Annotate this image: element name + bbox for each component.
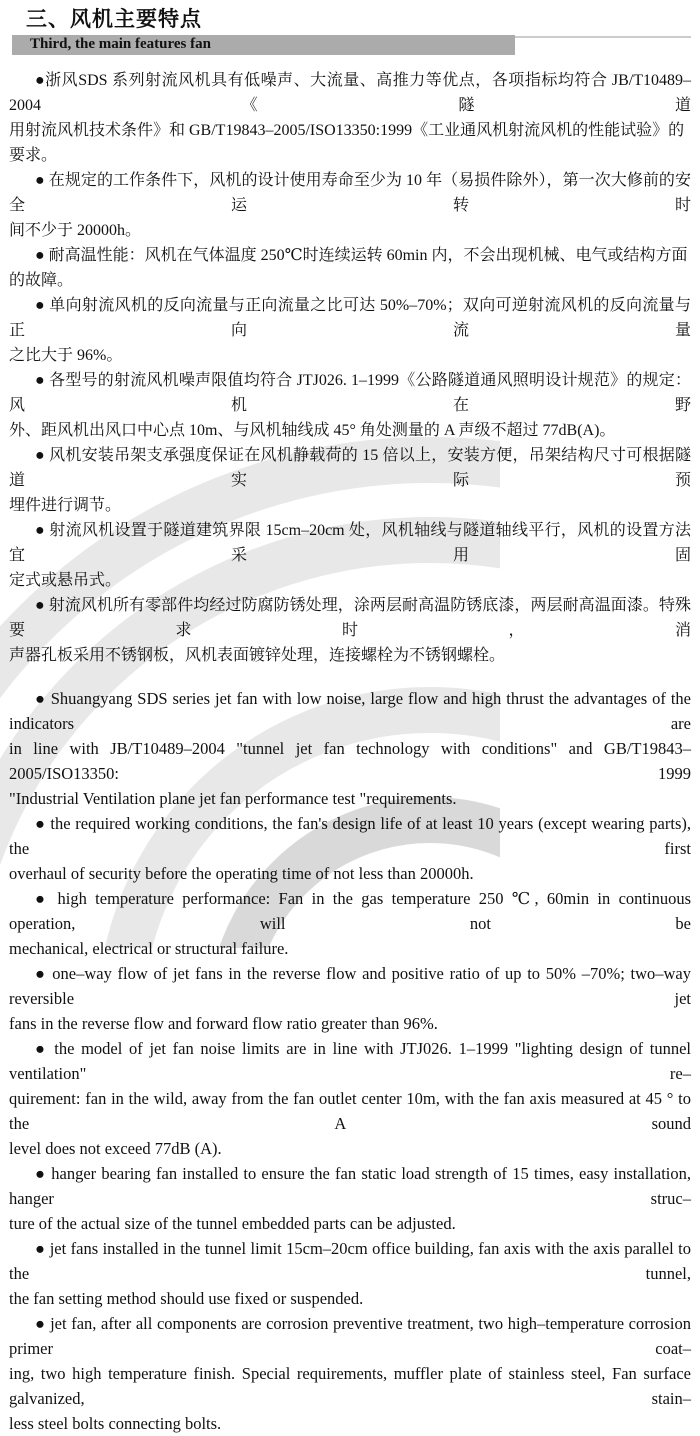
header-rule — [515, 36, 691, 38]
feature-line: 定式或悬吊式。 — [9, 572, 122, 589]
feature-line: ● 单向射流风机的反向流量与正向流量之比可达 50%–70%；双向可逆射流风机的反向流量与正向流量 — [9, 297, 691, 339]
feature-line: quirement: fan in the wild, away from the fan outlet center 10m, with the fan axis measured at 45 ° to the A sound — [9, 1089, 691, 1133]
feature-line: 间不少于 20000h。 — [9, 222, 142, 239]
feature-line: ● 射流风机设置于隧道建筑界限 15cm–20cm 处，风机轴线与隧道轴线平行，风机的设置方法宜采用固 — [9, 522, 691, 564]
english-features-list — [9, 686, 691, 1436]
feature-line: ing, two high temperature finish. Special requirements, muffler plate of stainless steel, Fan surface galvanized, stain– — [9, 1364, 691, 1408]
feature-line: ● 耐高温性能：风机在气体温度 250℃时连续运转 60min 内，不会出现机械、电气或结构方面的故障。 — [9, 247, 688, 289]
feature-line: ● 在规定的工作条件下，风机的设计使用寿命至少为 10 年（易损件除外），第一次大修前的安全运转时 — [9, 172, 691, 214]
feature-line: ● 各型号的射流风机噪声限值均符合 JTJ026. 1–1999《公路隧道通风照明设计规范》的规定：风机在野 — [9, 372, 691, 414]
chinese-features-list — [9, 68, 691, 668]
feature-line: ● the model of jet fan noise limits are in line with JTJ026. 1–1999 "lighting design of tunnel ventilation" re– — [9, 1039, 691, 1083]
feature-line: ● 射流风机所有零部件均经过防腐防锈处理，涂两层耐高温防锈底漆，两层耐高温面漆。特殊要求时，消 — [9, 597, 691, 639]
feature-line: ● hanger bearing fan installed to ensure the fan static load strength of 15 times, easy installation, hanger struc– — [9, 1164, 691, 1208]
feature-line: ● the required working conditions, the fan's design life of at least 10 years (except wearing parts), the first — [9, 814, 691, 858]
feature-line: ● jet fan, after all components are corrosion preventive treatment, two high–temperature corrosion primer coat– — [9, 1314, 691, 1358]
feature-line: 埋件进行调节。 — [9, 497, 122, 514]
feature-line: overhaul of security before the operating time of not less than 20000h. — [9, 864, 474, 883]
feature-line: 之比大于 96%。 — [9, 347, 123, 364]
section-subtitle-bar — [12, 35, 515, 55]
feature-line: ●浙风SDS 系列射流风机具有低噪声、大流量、高推力等优点，各项指标均符合 JB/T10489–2004《隧道 — [9, 72, 691, 114]
feature-line: ● 风机安装吊架支承强度保证在风机静载荷的 15 倍以上，安装方便，吊架结构尺寸可根据隧道实际预 — [9, 447, 691, 489]
feature-line: mechanical, electrical or structural failure. — [9, 939, 289, 958]
feature-line: fans in the reverse flow and forward flow ratio greater than 96%. — [9, 1014, 438, 1033]
feature-line: ● one–way flow of jet fans in the reverse flow and positive ratio of up to 50% –70%; two–way reversible jet — [9, 964, 691, 1008]
feature-line: ture of the actual size of the tunnel embedded parts can be adjusted. — [9, 1214, 456, 1233]
feature-line: 用射流风机技术条件》和 GB/T19843–2005/ISO13350:1999《工业通风机射流风机的性能试验》的要求。 — [9, 122, 685, 164]
feature-line: less steel bolts connecting bolts. — [9, 1414, 222, 1433]
feature-line: ● jet fans installed in the tunnel limit 15cm–20cm office building, fan axis with the axis parallel to the tunnel, — [9, 1239, 691, 1283]
feature-line: ● high temperature performance: Fan in the gas temperature 250 ℃, 60min in continuous operation, will not be — [9, 889, 691, 933]
feature-line: 声器孔板采用不锈钢板，风机表面镀锌处理，连接螺栓为不锈钢螺栓。 — [9, 647, 506, 664]
feature-line: "Industrial Ventilation plane jet fan performance test "requirements. — [9, 789, 457, 808]
feature-line: the fan setting method should use fixed or suspended. — [9, 1289, 364, 1308]
section-subtitle-row — [9, 35, 691, 55]
section-subtitle: Third, the main features fan — [30, 36, 211, 52]
feature-line: ● Shuangyang SDS series jet fan with low noise, large flow and high thrust the advantages of the indicators are — [9, 689, 691, 733]
feature-line: level does not exceed 77dB (A). — [9, 1139, 222, 1158]
feature-line: in line with JB/T10489–2004 "tunnel jet fan technology with conditions" and GB/T19843–2005/ISO13350: 1999 — [9, 739, 691, 783]
feature-line: 外、距风机出风口中心点 10m、与风机轴线成 45° 角处测量的 A 声级不超过 77dB(A)。 — [9, 422, 616, 439]
page-title: 三、风机主要特点 — [26, 7, 202, 31]
